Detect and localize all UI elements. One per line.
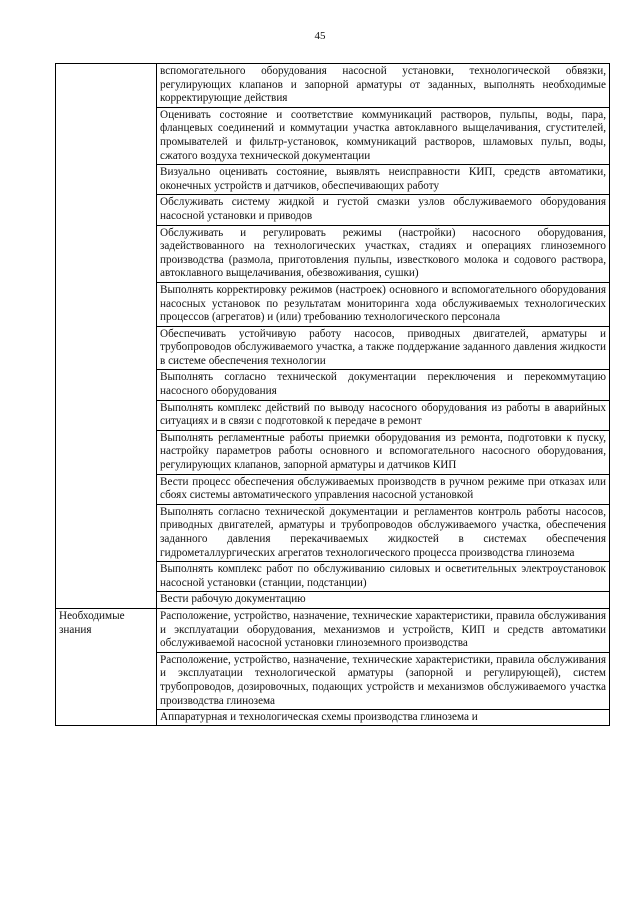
skill-item: Выполнять регламентные работы приемки оборудования из ремонта, подготовки к пуску, настройку параметров работы основного и вспомогательного насосного оборудования, регулирующих клапанов, запорной арматуры и датчиков КИП xyxy=(157,430,610,474)
skill-item: Выполнять согласно технической документации переключения и перекоммутацию насосного оборудования xyxy=(157,370,610,400)
skill-item: вспомогательного оборудования насосной установки, технологической обвязки, регулирующих клапанов и запорной арматуры от заданных, выполнять необходимые корректирующие действия xyxy=(157,64,610,108)
knowledge-item: Расположение, устройство, назначение, технические характеристики, правила обслуживания и эксплуатации оборудования, механизмов и устройств, КИП и средств автоматики обслуживаемой насосной установки глиноземного производства xyxy=(157,608,610,652)
skill-item: Визуально оценивать состояние, выявлять неисправности КИП, средств автоматики, оконечных устройств и датчиков, обеспечивающих работу xyxy=(157,165,610,195)
skill-item: Выполнять согласно технической документации и регламентов контроль работы насосов, приводных двигателей, арматуры и трубопроводов обслуживаемого участка, обеспечения заданного давления перекачиваемых жидкостей в системах обеспечения гидрометаллургических агрегатов технологического процесса производства глинозема xyxy=(157,504,610,561)
skill-item: Выполнять комплекс действий по выводу насосного оборудования из работы в аварийных ситуациях и в связи с подготовкой к передаче в ремонт xyxy=(157,400,610,430)
knowledge-item: Расположение, устройство, назначение, технические характеристики, правила обслуживания и эксплуатации технологической арматуры (запорной и регулирующей), систем трубопроводов, дозировочных, подающих устройств и механизмов обслуживаемого участка производства глинозема xyxy=(157,652,610,709)
row-label-knowledge: Необходимые знания xyxy=(56,608,157,725)
skill-item: Вести рабочую документацию xyxy=(157,592,610,609)
skill-item: Обслуживать и регулировать режимы (настройки) насосного оборудования, задействованного на технологических участках, стадиях и операциях глиноземного производства (размола, приготовления пульпы, известкового молока и содового раствора, автоклавного выщелачивания, обезвоживания, сушки) xyxy=(157,225,610,282)
knowledge-item-text: Аппаратурная и технологическая схемы производства глинозема и xyxy=(160,711,478,724)
table-row xyxy=(56,608,610,652)
skill-item: Выполнять комплекс работ по обслуживанию силовых и осветительных электроустановок насосной установки (станции, подстанции) xyxy=(157,562,610,592)
row-label-skills xyxy=(56,64,157,609)
skill-item: Обеспечивать устойчивую работу насосов, приводных двигателей, арматуры и трубопроводов обслуживаемого участка, а также поддержание заданного давления жидкости в системе обеспечения технологии xyxy=(157,326,610,370)
knowledge-item-cut xyxy=(157,710,610,726)
skill-item: Вести процесс обеспечения обслуживаемых производств в ручном режиме при отказах или сбоях системы автоматического управления насосной установкой xyxy=(157,474,610,504)
page-number: 45 xyxy=(314,30,326,42)
competency-table xyxy=(55,63,610,726)
skill-item: Оценивать состояние и соответствие коммуникаций растворов, пульпы, воды, пара, фланцевых соединений и коммутации участка автоклавного выщелачивания, сгустителей, промывателей и фильтр-установок, коммуникаций растворов, шламовых пульп, воды, сжатого воздуха технической документации xyxy=(157,107,610,164)
table-row xyxy=(56,64,610,108)
skill-item: Выполнять корректировку режимов (настроек) основного и вспомогательного оборудования насосных установок по результатам мониторинга хода обслуживаемых технологических процессов (агрегатов) и (или) требованию технологического персонала xyxy=(157,282,610,326)
skill-item: Обслуживать систему жидкой и густой смазки узлов обслуживаемого оборудования насосной установки и приводов xyxy=(157,195,610,225)
